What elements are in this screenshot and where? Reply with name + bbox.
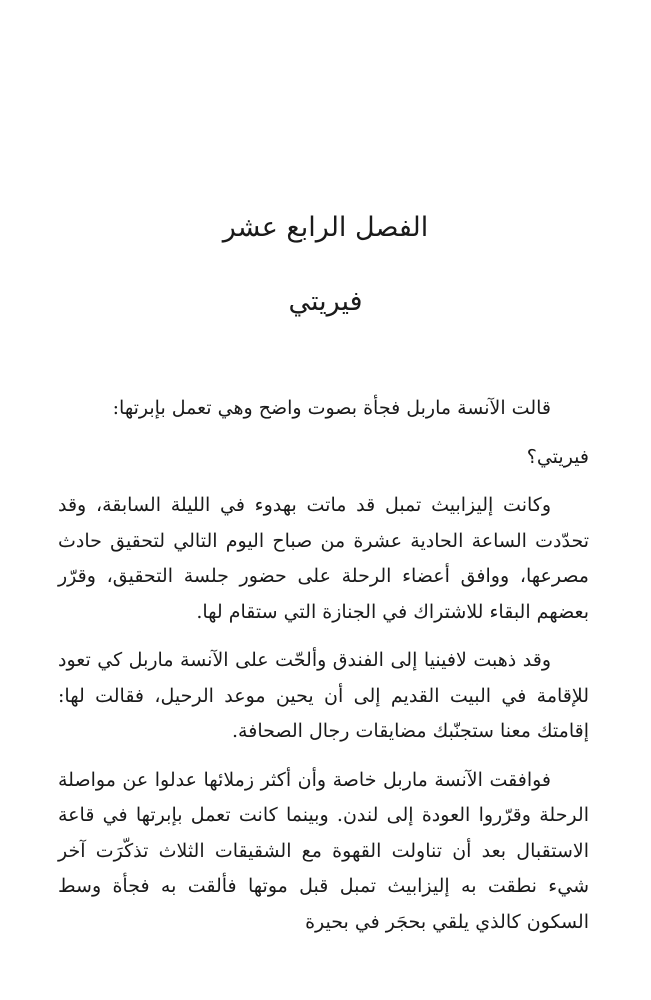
paragraph: فيريتي؟ (526, 445, 589, 468)
paragraph: وكانت إليزابيث تمبل قد ماتت بهدوء في الليلة السابقة، وقد تحدّدت الساعة الحادية عشرة من صباح اليوم التالي لتحقيق حادث مصرعها، ووافق أعضاء الرحلة على حضور جلسة التحقيق، وقرّر بعضهم البقاء للاشتراك في الجنازة التي ستقام لها. (58, 494, 589, 623)
body-text (58, 391, 589, 953)
chapter-number: الفصل الرابع عشر (222, 212, 429, 243)
paragraph: قالت الآنسة ماربل فجأة بصوت واضح وهي تعمل بإبرتها: (112, 397, 551, 419)
paragraph: وقد ذهبت لافينيا إلى الفندق وألحّت على الآنسة ماربل كي تعود للإقامة في البيت القديم إلى أن يحين موعد الرحيل، فقالت لها: إقامتك معنا ستجنّبك مضايقات رجال الصحافة. (58, 649, 589, 742)
paragraph: فوافقت الآنسة ماربل خاصة وأن أكثر زملائها عدلوا عن مواصلة الرحلة وقرّروا العودة إلى لندن. وبينما كانت تعمل بإبرتها في قاعة الاستقبال بعد أن تناولت القهوة مع الشقيقات الثلاث تذكّرَت آخر شيء نطقت به إليزابيث تمبل قبل موتها فألقت به فجأة وسط السكون كالذي يلقي بحجَر في بحيرة (58, 768, 589, 933)
chapter-title: فيريتي (288, 286, 363, 317)
